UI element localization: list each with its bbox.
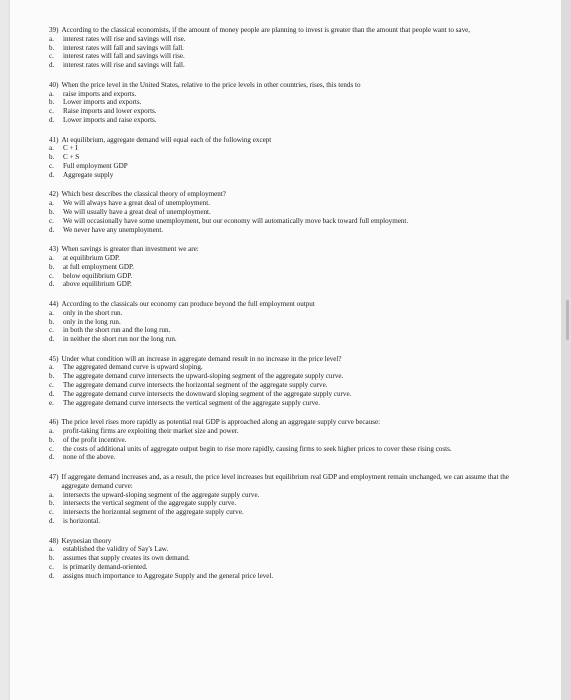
question-text: If aggregate demand increases and, as a result, the price level increases but equilibrium real GDP and employment remain unchanged, we can assume that the aggregate demand curve: [61, 473, 509, 490]
question-stem [49, 136, 519, 145]
answer-option [49, 254, 519, 263]
answer-option [49, 144, 519, 153]
question-48 [49, 537, 519, 581]
option-text: Aggregate supply [63, 170, 114, 179]
option-letter: a. [49, 490, 54, 499]
question-number: 40) [49, 80, 59, 89]
answer-option [49, 318, 519, 327]
question-list [49, 26, 519, 591]
option-letter: d. [49, 517, 55, 526]
answer-option [49, 171, 519, 180]
option-letter: a. [49, 427, 54, 436]
answer-option [49, 280, 519, 289]
option-letter: c. [49, 216, 54, 225]
question-text: Under what condition will an increase in aggregate demand result in no increase in the price level? [61, 354, 342, 363]
option-text: The aggregated demand curve is upward sloping. [63, 363, 203, 372]
answer-option [49, 162, 519, 171]
option-letter: b. [49, 98, 55, 107]
question-number: 44) [49, 299, 59, 308]
answer-option [49, 326, 519, 335]
option-text: C + S [63, 153, 80, 162]
option-text: C + I [63, 144, 78, 153]
answer-option [49, 372, 519, 381]
question-43 [49, 245, 519, 289]
question-number: 48) [49, 536, 59, 545]
answer-option [49, 61, 519, 70]
viewer-edge [561, 0, 571, 700]
option-letter: b. [49, 317, 55, 326]
option-text: We never have any unemployment. [63, 225, 164, 234]
answer-option [49, 545, 519, 554]
question-stem [49, 190, 519, 199]
option-letter: d. [49, 335, 55, 344]
option-letter: b. [49, 262, 55, 271]
answer-option [49, 217, 519, 226]
question-number: 46) [49, 418, 59, 427]
answer-option [49, 35, 519, 44]
answer-option [49, 453, 519, 462]
answer-option [49, 335, 519, 344]
option-letter: d. [49, 61, 55, 70]
answer-option [49, 363, 519, 372]
option-letter: c. [49, 326, 54, 335]
option-letter: b. [49, 435, 55, 444]
option-text: interest rates will fall and savings will fall. [63, 43, 184, 52]
question-text: When savings is greater than investment we are: [61, 245, 199, 254]
option-letter: a. [49, 199, 54, 208]
answer-option [49, 263, 519, 272]
option-letter: c. [49, 444, 54, 453]
answer-option [49, 52, 519, 61]
question-text: Which best describes the classical theory of employment? [61, 190, 226, 199]
option-letter: d. [49, 225, 55, 234]
question-text: According to the classicals our economy can produce beyond the full employment output [61, 299, 315, 308]
option-letter: a. [49, 89, 54, 98]
option-text: below equilibrium GDP. [63, 271, 133, 280]
option-letter: b. [49, 554, 55, 563]
option-text: intersects the vertical segment of the aggregate supply curve. [63, 499, 237, 508]
option-text: The aggregate demand curve intersects the upward-sloping segment of the aggregate supply curve. [63, 372, 344, 381]
option-letter: d. [49, 453, 55, 462]
option-text: in neither the short run nor the long run. [63, 335, 177, 344]
option-letter: b. [49, 153, 55, 162]
question-stem [49, 537, 519, 546]
option-text: in both the short run and the long run. [63, 326, 171, 335]
option-letter: a. [49, 253, 54, 262]
answer-option [49, 98, 519, 107]
option-text: We will usually have a great deal of unemployment. [63, 207, 211, 216]
answer-option [49, 381, 519, 390]
answer-option [49, 116, 519, 125]
answer-option [49, 508, 519, 517]
option-text: of the profit incentive. [63, 435, 127, 444]
option-text: Full employment GDP [63, 161, 128, 170]
option-text: intersects the horizontal segment of the aggregate supply curve. [63, 508, 244, 517]
answer-option [49, 390, 519, 399]
option-text: The aggregate demand curve intersects the horizontal segment of the aggregate supply curve. [63, 381, 328, 390]
option-text: Lower imports and exports. [63, 98, 142, 107]
option-text: interest rates will rise and savings will fall. [63, 61, 185, 70]
option-letter: c. [49, 563, 54, 572]
scrollbar-thumb[interactable] [566, 300, 569, 340]
question-text: The price level rises more rapidly as potential real GDP is approached along an aggregate supply curve because: [61, 418, 381, 427]
option-text: assumes that supply creates its own demand. [63, 554, 190, 563]
option-text: We will occasionally have some unemployment, but our economy will automatically move back toward full employment. [63, 216, 409, 225]
question-number: 43) [49, 245, 59, 254]
option-text: assigns much importance to Aggregate Supply and the general price level. [63, 571, 274, 580]
question-42 [49, 190, 519, 234]
question-number: 39) [49, 26, 59, 34]
option-text: We will always have a great deal of unemployment. [63, 199, 210, 208]
option-letter: c. [49, 52, 54, 61]
option-letter: d. [49, 389, 55, 398]
option-text: above equilibrium GDP. [63, 280, 132, 289]
answer-option [49, 399, 519, 408]
option-letter: a. [49, 144, 54, 153]
option-letter: c. [49, 161, 54, 170]
option-text: raise imports and exports. [63, 89, 137, 98]
option-text: interest rates will fall and savings will rise. [63, 52, 185, 61]
option-text: established the validity of Say's Law. [63, 545, 169, 554]
option-letter: c. [49, 271, 54, 280]
option-text: only in the short run. [63, 308, 123, 317]
answer-option [49, 445, 519, 454]
answer-option [49, 199, 519, 208]
option-letter: d. [49, 280, 55, 289]
question-number: 42) [49, 190, 59, 199]
option-text: none of the above. [63, 453, 116, 462]
question-stem [49, 245, 519, 254]
answer-option [49, 436, 519, 445]
option-letter: c. [49, 107, 54, 116]
option-letter: a. [49, 308, 54, 317]
option-letter: b. [49, 372, 55, 381]
answer-option [49, 517, 519, 526]
answer-option [49, 226, 519, 235]
option-text: The aggregate demand curve intersects the vertical segment of the aggregate supply curve. [63, 398, 321, 407]
option-letter: d. [49, 571, 55, 580]
option-letter: a. [49, 545, 54, 554]
answer-option [49, 554, 519, 563]
answer-option [49, 272, 519, 281]
answer-option [49, 107, 519, 116]
question-stem [49, 355, 519, 364]
option-text: Raise imports and lower exports. [63, 107, 157, 116]
option-text: Lower imports and raise exports. [63, 115, 157, 124]
question-40 [49, 81, 519, 125]
question-47 [49, 473, 519, 526]
question-stem [49, 418, 519, 427]
question-text: When the price level in the United States, relative to the price levels in other countries, rises, this tends to [61, 80, 361, 89]
question-stem [49, 300, 519, 309]
option-text: intersects the upward-sloping segment of the aggregate supply curve. [63, 490, 260, 499]
answer-option [49, 309, 519, 318]
option-text: interest rates will rise and savings will rise. [63, 34, 186, 43]
answer-option [49, 427, 519, 436]
option-text: only in the long run. [63, 317, 121, 326]
option-letter: d. [49, 115, 55, 124]
option-letter: a. [49, 363, 54, 372]
question-number: 47) [49, 473, 59, 482]
question-stem [49, 81, 519, 90]
option-text: is primarily demand-oriented. [63, 563, 148, 572]
option-text: is horizontal. [63, 517, 101, 526]
question-46 [49, 418, 519, 462]
question-number: 41) [49, 135, 59, 144]
answer-option [49, 90, 519, 99]
answer-option [49, 153, 519, 162]
option-letter: d. [49, 170, 55, 179]
question-41 [49, 136, 519, 180]
option-letter: b. [49, 43, 55, 52]
question-stem [49, 473, 519, 491]
question-44 [49, 300, 519, 344]
option-letter: b. [49, 499, 55, 508]
option-letter: a. [49, 34, 54, 43]
answer-option [49, 208, 519, 217]
option-text: The aggregate demand curve intersects the downward sloping segment of the aggregate supply curve. [63, 389, 352, 398]
question-text: Keynesian theory [61, 536, 112, 545]
question-45 [49, 355, 519, 408]
option-letter: c. [49, 381, 54, 390]
option-text: the costs of additional units of aggregate output begin to rise more rapidly, causing firms to seek higher prices to cover these rising costs. [63, 444, 452, 453]
question-stem [49, 26, 519, 35]
option-letter: e. [49, 398, 54, 407]
answer-option [49, 563, 519, 572]
answer-option [49, 572, 519, 581]
option-text: at equilibrium GDP. [63, 253, 120, 262]
option-letter: b. [49, 207, 55, 216]
option-text: profit-taking firms are exploiting their market size and power. [63, 427, 239, 436]
answer-option [49, 491, 519, 500]
answer-option [49, 499, 519, 508]
option-letter: c. [49, 508, 54, 517]
question-39 [49, 26, 519, 70]
question-number: 45) [49, 354, 59, 363]
answer-option [49, 44, 519, 53]
question-text: According to the classical economists, if the amount of money people are planning to invest is greater than the amount that people want to save, [61, 26, 471, 34]
question-text: At equilibrium, aggregate demand will equal each of the following except [61, 135, 272, 144]
option-text: at full employment GDP. [63, 262, 134, 271]
